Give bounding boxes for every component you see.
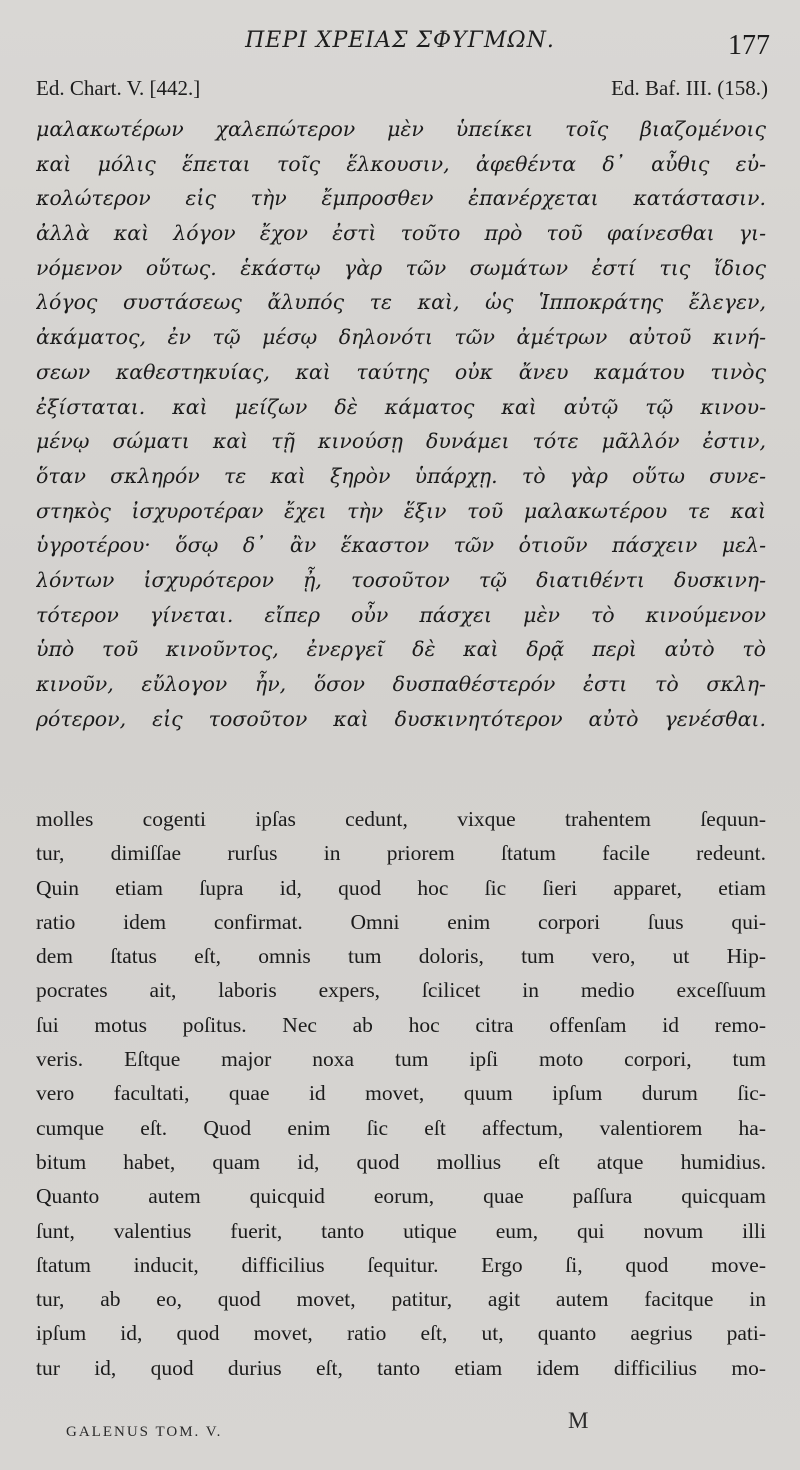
greek-text-line: ὅταν σκληρόν τε καὶ ξηρὸν ὑπάρχῃ. τὸ γὰρ οὕτω συνε- <box>36 463 766 488</box>
greek-text-line: ἀλλὰ καὶ λόγον ἔχον ἐστὶ τοῦτο πρὸ τοῦ φαίνεσθαι γι- <box>36 221 766 246</box>
latin-text-line: tur id, quod durius eſt, tanto etiam idem difficilius mo- <box>36 1355 766 1380</box>
latin-text-block <box>36 802 766 1385</box>
latin-text-line: pocrates ait, laboris expers, ſcilicet in medio exceſſuum <box>36 978 766 1003</box>
gathering-letter: M <box>568 1408 589 1433</box>
greek-text-line: καὶ μόλις ἕπεται τοῖς ἕλκουσιν, ἀφεθέντα δ᾿ αὖθις εὐ- <box>36 151 766 176</box>
greek-text-line: λόντων ἰσχυρότερον ᾖ, τοσοῦτον τῷ διατιθέντι δυσκινη- <box>36 567 766 592</box>
page-number: 177 <box>728 30 770 61</box>
latin-text-line: ſunt, valentius fuerit, tanto utique eum, qui novum illi <box>36 1218 766 1243</box>
greek-text-line: ὑπὸ τοῦ κινοῦντος, ἐνεργεῖ δὲ καὶ δρᾷ περὶ αὐτὸ τὸ <box>36 637 766 662</box>
latin-text-line: bitum habet, quam id, quod mollius eſt atque humidius. <box>36 1149 766 1174</box>
greek-text-line: μαλακωτέρων χαλεπώτερον μὲν ὑπείκει τοῖς βιαζομένοις <box>36 117 766 141</box>
running-title: ΠΕΡΙ ΧΡΕΙΑΣ ΣΦΥΓΜΩΝ. <box>245 28 555 53</box>
greek-text-line: λόγος συστάσεως ἄλυπός τε καὶ, ὡς Ἱπποκράτης ἔλεγεν, <box>36 290 766 315</box>
greek-text-line: τότερον γίνεται. εἴπερ οὖν πάσχει μὲν τὸ κινούμενον <box>36 602 766 627</box>
edition-reference-basel: Ed. Baf. III. (158.) <box>611 76 768 100</box>
greek-text-line: στηκὸς ἰσχυροτέραν ἔχει τὴν ἕξιν τοῦ μαλακωτέρου τε καὶ <box>36 498 766 523</box>
signature-mark: GALENUS TOM. V. <box>66 1424 223 1440</box>
greek-text-line: ἐξίσταται. καὶ μείζων δὲ κάματος καὶ αὐτῷ τῷ κινου- <box>36 394 766 419</box>
latin-text-line: Quin etiam ſupra id, quod hoc ſic ſieri apparet, etiam <box>36 875 766 900</box>
latin-text-line: veris. Eſtque major noxa tum ipſi moto corpori, tum <box>36 1047 766 1072</box>
latin-text-line: cumque eſt. Quod enim ſic eſt affectum, valentiorem ha- <box>36 1115 766 1140</box>
latin-text-line: ipſum id, quod movet, ratio eſt, ut, quanto aegrius pati- <box>36 1321 766 1346</box>
latin-text-line: dem ſtatus eſt, omnis tum doloris, tum vero, ut Hip- <box>36 944 766 969</box>
latin-text-line: molles cogenti ipſas cedunt, vixque trahentem ſequun- <box>36 807 766 831</box>
edition-reference-chartier: Ed. Chart. V. [442.] <box>36 76 201 100</box>
greek-text-line: νόμενον οὕτως. ἑκάστῳ γὰρ τῶν σωμάτων ἐστί τις ἴδιος <box>36 255 766 280</box>
greek-text-line: μένῳ σώματι καὶ τῇ κινούσῃ δυνάμει τότε μᾶλλόν ἐστιν, <box>36 429 766 454</box>
latin-text-line: tur, dimiſſae rurſus in priorem ſtatum facile redeunt. <box>36 841 766 866</box>
latin-text-line: vero facultati, quae id movet, quum ipſum durum ſic- <box>36 1081 766 1106</box>
greek-text-line: ἀκάματος, ἐν τῷ μέσῳ δηλονότι τῶν ἀμέτρων αὐτοῦ κινή- <box>36 325 766 350</box>
latin-text-line: ſtatum inducit, difficilius ſequitur. Ergo ſi, quod move- <box>36 1252 766 1277</box>
greek-text-line: κολώτερον εἰς τὴν ἔμπροσθεν ἐπανέρχεται κατάστασιν. <box>36 186 766 211</box>
latin-text-line: ſui motus poſitus. Nec ab hoc citra offenſam id remo- <box>36 1012 766 1037</box>
greek-text-line: ὑγροτέρου· ὅσῳ δ᾿ ἂν ἕκαστον τῶν ὁτιοῦν πάσχειν μελ- <box>36 533 766 558</box>
latin-text-line: ratio idem confirmat. Omni enim corpori ſuus qui- <box>36 909 766 934</box>
greek-text-line: κινοῦν, εὔλογον ἦν, ὅσον δυσπαθέστερόν ἐστι τὸ σκλη- <box>36 672 766 696</box>
latin-text-line: Quanto autem quicquid eorum, quae paſſura quicquam <box>36 1184 766 1209</box>
latin-text-line: tur, ab eo, quod movet, patitur, agit autem facitque in <box>36 1287 766 1312</box>
greek-text-line: σεων καθεστηκυίας, καὶ ταύτης οὐκ ἄνευ καμάτου τινὸς <box>36 359 766 384</box>
greek-text-block <box>36 112 766 736</box>
greek-text-line: ρότερον, εἰς τοσοῦτον καὶ δυσκινητότερον αὐτὸ γενέσθαι. <box>36 706 766 731</box>
